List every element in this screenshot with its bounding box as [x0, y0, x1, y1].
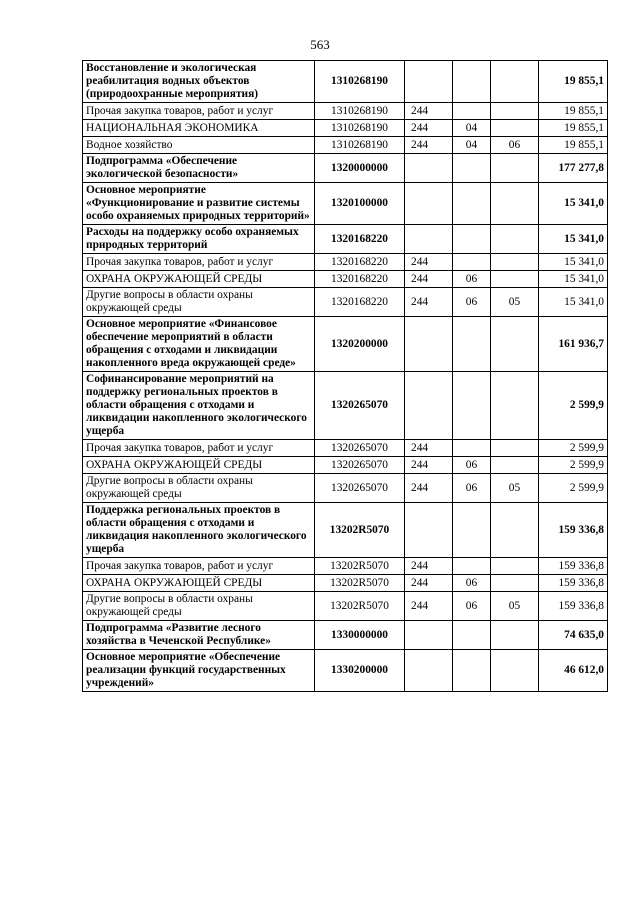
item-name: Прочая закупка товаров, работ и услуг — [83, 440, 315, 457]
section-code — [453, 225, 491, 254]
item-name: Другие вопросы в области охраны окружающей среды — [83, 474, 315, 503]
table-row — [83, 103, 608, 120]
section-code — [453, 317, 491, 372]
section-code — [453, 558, 491, 575]
table-row — [83, 575, 608, 592]
subsection-code — [491, 575, 539, 592]
amount: 19 855,1 — [539, 120, 608, 137]
subsection-code: 06 — [491, 137, 539, 154]
subsection-code — [491, 225, 539, 254]
target-article-code: 13202R5070 — [315, 575, 405, 592]
table-row — [83, 592, 608, 621]
amount: 15 341,0 — [539, 254, 608, 271]
amount: 159 336,8 — [539, 575, 608, 592]
item-name: Основное мероприятие «Финансовое обеспечение мероприятий в области обращения с отходами и ликвидации накопленного вреда окружающей среде» — [83, 317, 315, 372]
target-article-code: 1310268190 — [315, 137, 405, 154]
amount: 159 336,8 — [539, 503, 608, 558]
target-article-code: 1320168220 — [315, 288, 405, 317]
target-article-code: 1320265070 — [315, 457, 405, 474]
expense-type-code — [405, 372, 453, 440]
subsection-code — [491, 103, 539, 120]
amount: 159 336,8 — [539, 592, 608, 621]
item-name: Подпрограмма «Развитие лесного хозяйства в Чеченской Республике» — [83, 621, 315, 650]
table-row — [83, 440, 608, 457]
amount: 15 341,0 — [539, 225, 608, 254]
section-code — [453, 372, 491, 440]
target-article-code: 13202R5070 — [315, 592, 405, 621]
section-code: 06 — [453, 575, 491, 592]
subsection-code — [491, 271, 539, 288]
table-row — [83, 558, 608, 575]
section-code: 06 — [453, 474, 491, 503]
subsection-code — [491, 650, 539, 692]
subsection-code — [491, 254, 539, 271]
item-name: Основное мероприятие «Функционирование и развитие системы особо охраняемых природных территорий» — [83, 183, 315, 225]
amount: 19 855,1 — [539, 103, 608, 120]
amount: 2 599,9 — [539, 440, 608, 457]
section-code — [453, 650, 491, 692]
table-row — [83, 137, 608, 154]
expense-type-code: 244 — [405, 254, 453, 271]
table-row — [83, 183, 608, 225]
expense-type-code — [405, 154, 453, 183]
section-code — [453, 103, 491, 120]
expense-type-code: 244 — [405, 592, 453, 621]
amount: 2 599,9 — [539, 474, 608, 503]
table-row — [83, 225, 608, 254]
expense-type-code: 244 — [405, 120, 453, 137]
table-row — [83, 61, 608, 103]
expense-type-code: 244 — [405, 137, 453, 154]
table-row — [83, 271, 608, 288]
target-article-code: 1320168220 — [315, 271, 405, 288]
item-name: ОХРАНА ОКРУЖАЮЩЕЙ СРЕДЫ — [83, 575, 315, 592]
table-row — [83, 288, 608, 317]
target-article-code: 1310268190 — [315, 120, 405, 137]
budget-table-body — [83, 61, 608, 692]
section-code: 06 — [453, 592, 491, 621]
section-code — [453, 621, 491, 650]
section-code: 06 — [453, 271, 491, 288]
item-name: ОХРАНА ОКРУЖАЮЩЕЙ СРЕДЫ — [83, 457, 315, 474]
table-row — [83, 621, 608, 650]
expense-type-code — [405, 621, 453, 650]
section-code: 06 — [453, 288, 491, 317]
section-code: 06 — [453, 457, 491, 474]
target-article-code: 1330200000 — [315, 650, 405, 692]
item-name: Подпрограмма «Обеспечение экологической безопасности» — [83, 154, 315, 183]
expense-type-code: 244 — [405, 457, 453, 474]
item-name: Прочая закупка товаров, работ и услуг — [83, 558, 315, 575]
section-code — [453, 440, 491, 457]
subsection-code — [491, 503, 539, 558]
expense-type-code — [405, 61, 453, 103]
target-article-code: 1320265070 — [315, 474, 405, 503]
item-name: Расходы на поддержку особо охраняемых природных территорий — [83, 225, 315, 254]
amount: 2 599,9 — [539, 372, 608, 440]
amount: 161 936,7 — [539, 317, 608, 372]
item-name: Поддержка региональных проектов в области обращения с отходами и ликвидация накопленного экологического ущерба — [83, 503, 315, 558]
item-name: НАЦИОНАЛЬНАЯ ЭКОНОМИКА — [83, 120, 315, 137]
item-name: Восстановление и экологическая реабилитация водных объектов (природоохранные мероприятия) — [83, 61, 315, 103]
item-name: Основное мероприятие «Обеспечение реализации функций государственных учреждений» — [83, 650, 315, 692]
amount: 15 341,0 — [539, 288, 608, 317]
subsection-code — [491, 61, 539, 103]
page-number: 563 — [310, 37, 330, 52]
table-row — [83, 120, 608, 137]
item-name: Другие вопросы в области охраны окружающей среды — [83, 288, 315, 317]
amount: 15 341,0 — [539, 271, 608, 288]
target-article-code: 13202R5070 — [315, 558, 405, 575]
subsection-code: 05 — [491, 474, 539, 503]
item-name: Прочая закупка товаров, работ и услуг — [83, 103, 315, 120]
subsection-code — [491, 154, 539, 183]
target-article-code: 1310268190 — [315, 61, 405, 103]
table-row — [83, 317, 608, 372]
target-article-code: 1320265070 — [315, 440, 405, 457]
expense-type-code — [405, 317, 453, 372]
section-code — [453, 61, 491, 103]
item-name: Водное хозяйство — [83, 137, 315, 154]
subsection-code: 05 — [491, 288, 539, 317]
table-row — [83, 254, 608, 271]
section-code — [453, 503, 491, 558]
expense-type-code: 244 — [405, 558, 453, 575]
expense-type-code — [405, 503, 453, 558]
expense-type-code — [405, 183, 453, 225]
subsection-code — [491, 558, 539, 575]
target-article-code: 1330000000 — [315, 621, 405, 650]
table-row — [83, 474, 608, 503]
expense-type-code: 244 — [405, 271, 453, 288]
subsection-code — [491, 621, 539, 650]
target-article-code: 1320200000 — [315, 317, 405, 372]
subsection-code — [491, 372, 539, 440]
target-article-code: 1320100000 — [315, 183, 405, 225]
table-row — [83, 650, 608, 692]
table-row — [83, 457, 608, 474]
subsection-code — [491, 317, 539, 372]
table-row — [83, 372, 608, 440]
subsection-code — [491, 120, 539, 137]
item-name: ОХРАНА ОКРУЖАЮЩЕЙ СРЕДЫ — [83, 271, 315, 288]
amount: 46 612,0 — [539, 650, 608, 692]
section-code — [453, 154, 491, 183]
expense-type-code: 244 — [405, 440, 453, 457]
amount: 19 855,1 — [539, 61, 608, 103]
item-name: Софинансирование мероприятий на поддержку региональных проектов в области обращения с отходами и ликвидации накопленного экологического ущерба — [83, 372, 315, 440]
amount: 159 336,8 — [539, 558, 608, 575]
subsection-code: 05 — [491, 592, 539, 621]
amount: 177 277,8 — [539, 154, 608, 183]
target-article-code: 1320168220 — [315, 225, 405, 254]
expense-type-code: 244 — [405, 575, 453, 592]
amount: 15 341,0 — [539, 183, 608, 225]
target-article-code: 1320000000 — [315, 154, 405, 183]
amount: 74 635,0 — [539, 621, 608, 650]
subsection-code — [491, 457, 539, 474]
expense-type-code — [405, 650, 453, 692]
expense-type-code: 244 — [405, 103, 453, 120]
section-code: 04 — [453, 137, 491, 154]
table-row — [83, 154, 608, 183]
expense-type-code: 244 — [405, 288, 453, 317]
section-code: 04 — [453, 120, 491, 137]
section-code — [453, 183, 491, 225]
item-name: Прочая закупка товаров, работ и услуг — [83, 254, 315, 271]
subsection-code — [491, 440, 539, 457]
budget-table — [82, 60, 608, 692]
target-article-code: 1320168220 — [315, 254, 405, 271]
target-article-code: 1310268190 — [315, 103, 405, 120]
amount: 2 599,9 — [539, 457, 608, 474]
item-name: Другие вопросы в области охраны окружающей среды — [83, 592, 315, 621]
amount: 19 855,1 — [539, 137, 608, 154]
table-row — [83, 503, 608, 558]
section-code — [453, 254, 491, 271]
target-article-code: 1320265070 — [315, 372, 405, 440]
expense-type-code — [405, 225, 453, 254]
expense-type-code: 244 — [405, 474, 453, 503]
subsection-code — [491, 183, 539, 225]
target-article-code: 13202R5070 — [315, 503, 405, 558]
